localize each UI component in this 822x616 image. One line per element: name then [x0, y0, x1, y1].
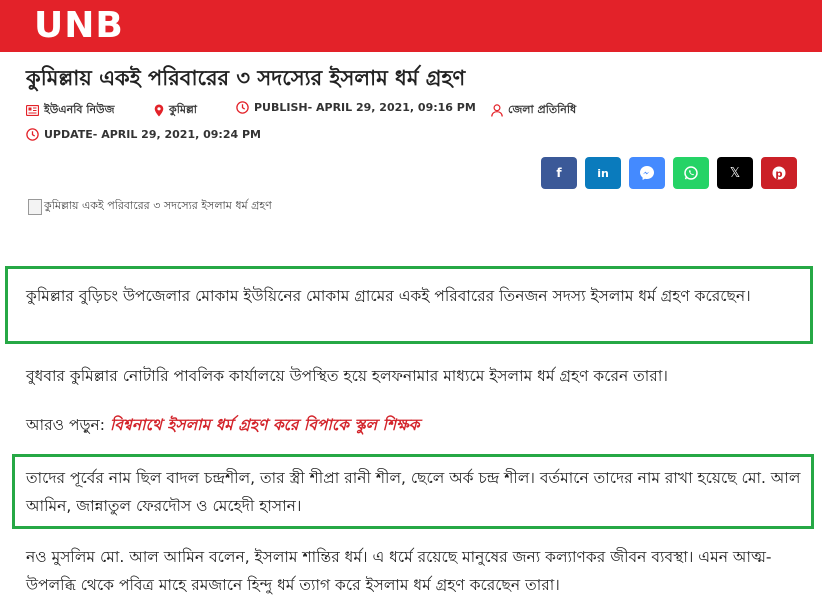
broken-image-icon — [28, 199, 42, 215]
newspaper-icon — [26, 105, 39, 116]
user-icon — [491, 104, 503, 117]
read-more-link[interactable]: বিশ্বনাথে ইসলাম ধর্ম গ্রহণ করে বিপাকে স্কুল শিক্ষক — [109, 416, 420, 434]
meta-location — [154, 101, 197, 120]
clock-icon — [26, 128, 39, 141]
x-icon: 𝕏 — [729, 165, 741, 181]
paragraph-3: তাদের পূর্বের নাম ছিল বাদল চন্দ্রশীল, তার স্ত্রী শীপ্রা রানী শীল, ছেলে অর্ক চন্দ্র শীল। বর্তমানে তাদের নাম রাখা হয়েছে মো. আল আমিন, জান্নাতুল ফেরদৌস ও মেহেদী হাসান। — [26, 469, 801, 515]
article-image — [28, 197, 272, 216]
paragraph-4: নও মুসলিম মো. আল আমিন বলেন, ইসলাম শান্তির ধর্ম। এ ধর্মে রয়েছে মানুষের জন্য কল্যাণকর জীবন ব্যবস্থা। এমন আত্ম-উপলব্ধি থেকে পবিত্র মাহে রমজানে হিন্দু ধর্ম ত্যাগ করে ইসলাম ধর্ম গ্রহণ করেছেন তারা। — [26, 548, 772, 594]
share-pinterest-button[interactable] — [761, 157, 797, 189]
site-logo[interactable]: UNB — [34, 5, 124, 46]
pinterest-icon — [771, 165, 787, 181]
read-more — [26, 411, 806, 439]
share-linkedin-button[interactable] — [585, 157, 621, 189]
meta-update — [26, 128, 261, 141]
svg-text:p: p — [775, 168, 783, 180]
meta-update-text: UPDATE- APRIL 29, 2021, 09:24 PM — [44, 128, 261, 141]
share-whatsapp-button[interactable] — [673, 157, 709, 189]
meta-author — [491, 101, 576, 120]
whatsapp-icon — [683, 165, 699, 181]
meta-source — [26, 101, 114, 120]
meta-source-text[interactable]: ইউএনবি নিউজ — [44, 103, 115, 116]
share-facebook-button[interactable] — [541, 157, 577, 189]
clock-icon — [236, 101, 249, 114]
meta-publish — [236, 101, 476, 114]
article-image-alt: কুমিল্লায় একই পরিবারের ৩ সদস্যের ইসলাম ধর্ম গ্রহণ — [44, 199, 272, 212]
messenger-icon — [639, 165, 655, 181]
share-messenger-button[interactable] — [629, 157, 665, 189]
location-pin-icon — [154, 104, 164, 117]
meta-author-text[interactable]: জেলা প্রতিনিধি — [508, 103, 577, 116]
read-more-label: আরও পড়ুন: — [26, 416, 106, 434]
share-x-button[interactable] — [717, 157, 753, 189]
linkedin-icon: in — [597, 166, 609, 180]
meta-location-text[interactable]: কুমিল্লা — [169, 103, 197, 116]
article-title: কুমিল্লায় একই পরিবারের ৩ সদস্যের ইসলাম ধর্ম গ্রহণ — [26, 66, 466, 90]
paragraph-2: বুধবার কুমিল্লার নোটারি পাবলিক কার্যালয়ে উপস্থিত হয়ে হলফনামার মাধ্যমে ইসলাম ধর্ম গ্রহণ করেন তারা। — [26, 367, 668, 385]
paragraph-1: কুমিল্লার বুড়িচং উপজেলার মোকাম ইউয়িনের মোকাম গ্রামের একই পরিবারের তিনজন সদস্য ইসলাম ধর্ম গ্রহণ করেছেন। — [26, 287, 751, 305]
meta-publish-text: PUBLISH- APRIL 29, 2021, 09:16 PM — [254, 101, 476, 114]
facebook-icon: f — [556, 166, 562, 180]
site-header — [0, 0, 822, 52]
